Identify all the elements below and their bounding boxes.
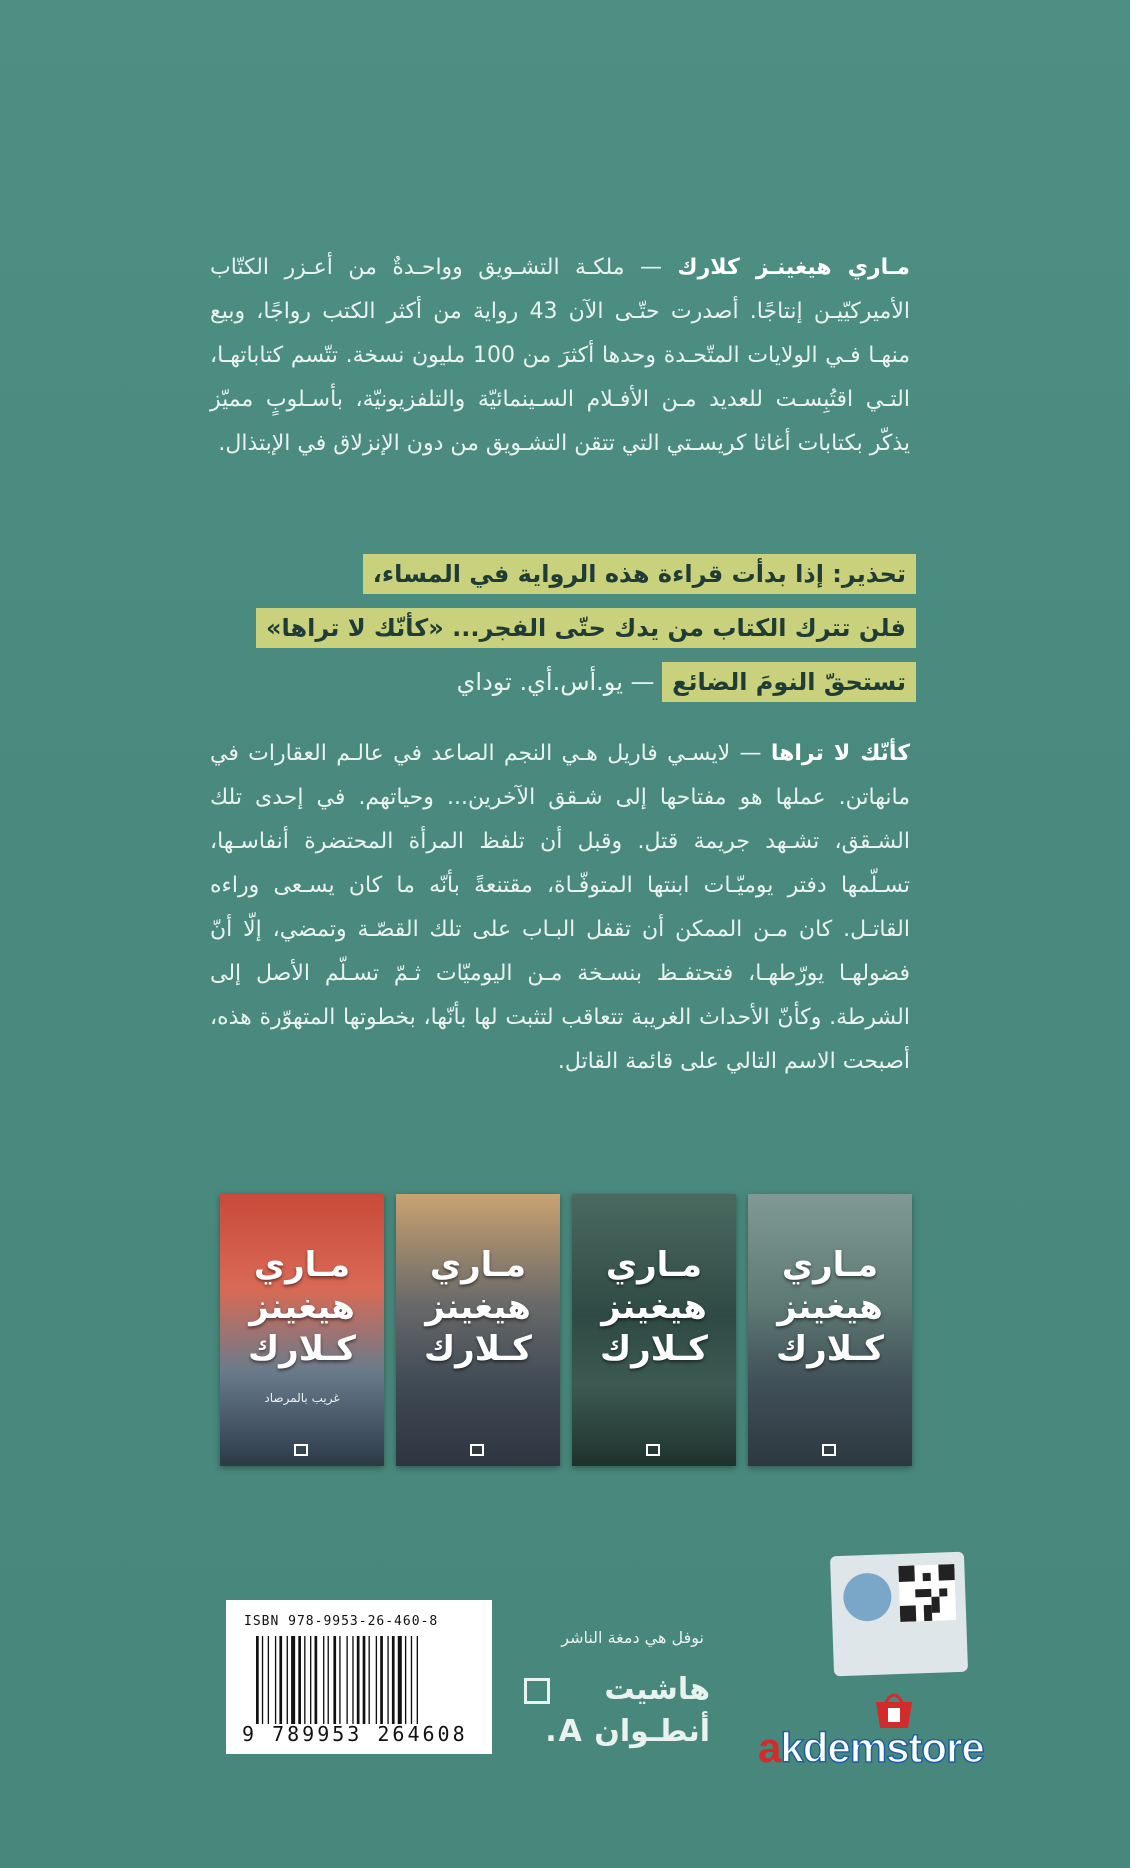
barcode-bar xyxy=(346,1636,347,1724)
hologram-icon xyxy=(843,1572,893,1622)
author-line: كـلارك xyxy=(600,1329,708,1369)
quote-line-2: فلن تترك الكتاب من يدك حتّى الفجر... «كأنّك لا تراها» xyxy=(256,608,916,648)
barcode-bar xyxy=(323,1636,324,1724)
store-name-a: a xyxy=(758,1724,781,1771)
barcode-bar xyxy=(380,1636,383,1724)
author-line: هيغينز xyxy=(777,1287,883,1327)
barcode-bar xyxy=(315,1636,318,1724)
barcode-bar xyxy=(328,1636,329,1724)
barcode-bar xyxy=(387,1636,388,1724)
barcode-bar xyxy=(298,1636,301,1724)
barcode-bar xyxy=(256,1636,259,1724)
book-cover-thumbnail xyxy=(220,1194,384,1466)
barcode-bar xyxy=(291,1636,295,1724)
thumbnail-author xyxy=(748,1244,912,1370)
book-title: كأنّك لا تراها xyxy=(770,741,910,766)
author-line: هيغينز xyxy=(425,1287,531,1327)
barcode-bar xyxy=(262,1636,263,1724)
barcode-bar xyxy=(287,1636,288,1724)
thumbnail-author xyxy=(220,1244,384,1370)
barcode-bar xyxy=(392,1636,395,1724)
barcode-bar xyxy=(357,1636,360,1724)
page-edge xyxy=(1130,0,1140,1868)
publisher-name-line-2: أنطـوان A. xyxy=(545,1714,710,1749)
barcode-bar xyxy=(376,1636,377,1724)
author-bio xyxy=(210,246,910,466)
publisher-mark-icon xyxy=(294,1444,308,1456)
barcode-bar xyxy=(333,1636,336,1724)
author-line: هيغينز xyxy=(249,1287,355,1327)
isbn-label: ISBN 978-9953-26-460-8 xyxy=(244,1614,439,1629)
barcode-bar xyxy=(417,1636,418,1724)
barcode-digits: 9 789953 264608 xyxy=(242,1722,468,1746)
isbn-barcode xyxy=(226,1600,492,1754)
barcode-bar xyxy=(304,1636,305,1724)
author-line: كـلارك xyxy=(424,1329,532,1369)
security-sticker xyxy=(830,1552,968,1677)
publisher-name: هاشيت xyxy=(604,1672,710,1707)
publisher-mark-icon xyxy=(470,1444,484,1456)
author-line: مـاري xyxy=(781,1245,879,1285)
author-line: كـلارك xyxy=(248,1329,356,1369)
author-line: كـلارك xyxy=(776,1329,884,1369)
barcode-icon xyxy=(256,1636,478,1724)
barcode-bar xyxy=(398,1636,402,1724)
thumbnail-author xyxy=(396,1244,560,1370)
publisher-imprint-note: نوفل هي دمغة الناشر xyxy=(561,1628,704,1647)
author-name: مـاري هيغينـز كلارك xyxy=(677,255,910,280)
author-line: مـاري xyxy=(253,1245,351,1285)
barcode-bar xyxy=(405,1636,406,1724)
quote-source: — يو.أس.أي. توداي xyxy=(456,668,663,696)
book-cover-thumbnail xyxy=(396,1194,560,1466)
barcode-bar xyxy=(310,1636,311,1724)
synopsis xyxy=(210,732,910,1084)
barcode-bar xyxy=(363,1636,366,1724)
barcode-bar xyxy=(369,1636,370,1724)
barcode-bar xyxy=(352,1636,353,1724)
barcode-bar xyxy=(275,1636,276,1724)
author-line: مـاري xyxy=(605,1245,703,1285)
thumbnail-title: غريب بالمرصاد xyxy=(264,1391,340,1405)
review-quote xyxy=(256,554,916,716)
publisher-mark-icon xyxy=(646,1444,660,1456)
barcode-bar xyxy=(268,1636,269,1724)
store-logo xyxy=(756,1690,1046,1774)
barcode-bar xyxy=(339,1636,340,1724)
book-cover-thumbnail xyxy=(748,1194,912,1466)
publisher-mark-icon xyxy=(822,1444,836,1456)
thumbnail-author xyxy=(572,1244,736,1370)
quote-line-3: تستحقّ النومَ الضائع xyxy=(662,662,916,702)
synopsis-text: — لايسـي فاريل هـي النجم الصاعد في عالـم العقارات في مانهاتن. عملها هو مفتاحها إلى شـقق الآخرين... وحياتهم. في إحدى تلك الشـقق، تشـهد جريمة قتل. وقبل أن تلفظ المرأة المحتضرة أنفاسـها، تسـلّمها دفتر يوميّـات ابنتها المتوفّـاة، مقتنعةً بأنّه ما كان يسـعى وراءه القاتـل. كان مـن الممكن أن تقفل البـاب على تلك القصّـة وتمضي، إلّا أنّ فضولهـا يورّطهـا، فتحتفـظ بنسـخة مـن اليوميّات ثـمّ تسـلّم الأصل إلى الشرطة. وكأنّ الأحداث الغريبة تتعاقب لتثبت لها بأنّها، بخطوتها المتهوّرة هذه، أصبحت الاسم التالي على قائمة القاتل. xyxy=(210,741,910,1074)
quote-line-1: تحذير: إذا بدأت قراءة هذه الرواية في المساء، xyxy=(363,554,916,594)
barcode-bar xyxy=(279,1636,282,1724)
author-line: هيغينز xyxy=(601,1287,707,1327)
store-name-rest: kdemstore xyxy=(780,1724,984,1771)
qr-code-icon xyxy=(898,1564,956,1622)
author-line: مـاري xyxy=(429,1245,527,1285)
barcode-bar xyxy=(411,1636,412,1724)
store-name xyxy=(758,1724,984,1772)
book-cover-thumbnail xyxy=(572,1194,736,1466)
author-bio-text: — ملكـة التشـويق وواحـدةٌ من أعـزر الكتّاب الأميركيّيـن إنتاجًا. أصدرت حتّـى الآن 43 رواية من أكثر الكتب رواجًا، وبيع منهـا فـي الولايات المتّحـدة وحدها أكثرَ من 100 مليون نسخة. تتّسم كتاباتهـا، التـي اقتُبِسـت للعديد مـن الأفـلام السـينمائيّة والتلفزيونيّة، بأسـلوبٍ مميّز يذكّر بكتابات أغاثا كريسـتي التي تتقن التشـويق من دون الإنزلاق في الإبتذال. xyxy=(210,255,911,456)
